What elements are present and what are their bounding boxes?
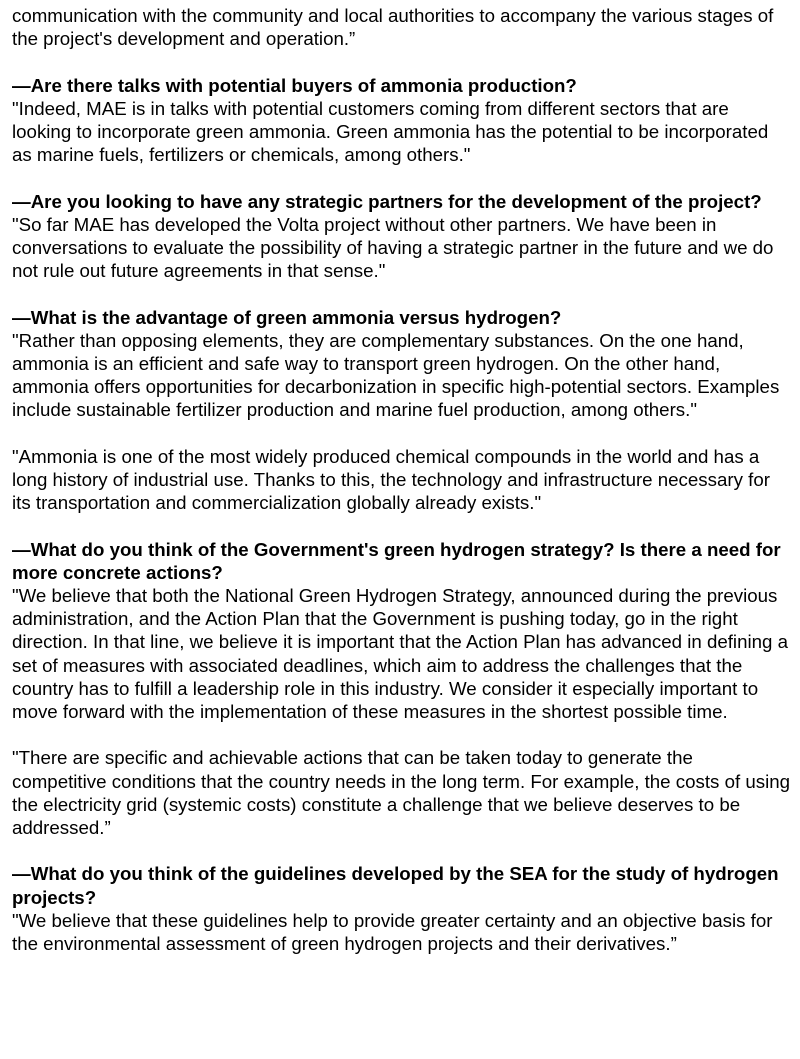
answer-paragraph: "We believe that these guidelines help to provide greater certainty and an objective basis for the environmental assessment of green hydrogen projects and their derivatives.”	[12, 909, 773, 955]
answer-paragraph: "So far MAE has developed the Volta project without other partners. We have been in conversations to evaluate the possibility of having a strategic partner in the future and we do not rule out future agreements in that sense."	[12, 213, 774, 282]
qa-section-partners	[12, 190, 792, 283]
intro-paragraph: communication with the community and local authorities to accompany the various stages of the project's development and operation.”	[12, 5, 774, 50]
qa-section-government-strategy	[12, 538, 792, 840]
answer-paragraph: "We believe that both the National Green Hydrogen Strategy, announced during the previous administration, and the Action Plan that the Government is pushing today, go in the right direction. In that line, we believe it is important that the Action Plan has advanced in defining a set of measures with associated deadlines, which aim to address the challenges that the country has to fulfill a leadership role in this industry. We consider it especially important to move forward with the implementation of these measures in the shortest possible time.	[12, 585, 789, 723]
qa-section-buyers	[12, 74, 792, 167]
answer-paragraph: "Rather than opposing elements, they are complementary substances. On the one hand, ammonia is an efficient and safe way to transport green hydrogen. On the other hand, ammonia offers opportunities for decarbonization in specific high-potential sectors. Examples include sustainable fertilizer production and marine fuel production, among others."	[12, 329, 780, 421]
question-heading: —What do you think of the guidelines developed by the SEA for the study of hydrogen projects?	[12, 863, 779, 908]
question-heading: —Are there talks with potential buyers of ammonia production?	[12, 74, 577, 96]
question-heading: —What do you think of the Government's green hydrogen strategy? Is there a need for more concrete actions?	[12, 538, 781, 583]
question-heading: —What is the advantage of green ammonia versus hydrogen?	[12, 306, 562, 328]
answer-paragraph: "Ammonia is one of the most widely produced chemical compounds in the world and has a long history of industrial use. Thanks to this, the technology and infrastructure necessary for its transportation and commercialization globally already exists."	[12, 445, 770, 514]
question-heading: —Are you looking to have any strategic partners for the development of the project?	[12, 190, 762, 212]
qa-section-ammonia-vs-hydrogen	[12, 306, 792, 515]
qa-section-sea-guidelines	[12, 862, 792, 955]
answer-paragraph: "There are specific and achievable actions that can be taken today to generate the competitive conditions that the country needs in the long term. For example, the costs of using the electricity grid (systemic costs) constitute a challenge that we believe deserves to be addressed.”	[12, 747, 791, 839]
answer-paragraph: "Indeed, MAE is in talks with potential customers coming from different sectors that are looking to incorporate green ammonia. Green ammonia has the potential to be incorporated as marine fuels, fertilizers or chemicals, among others."	[12, 97, 769, 166]
